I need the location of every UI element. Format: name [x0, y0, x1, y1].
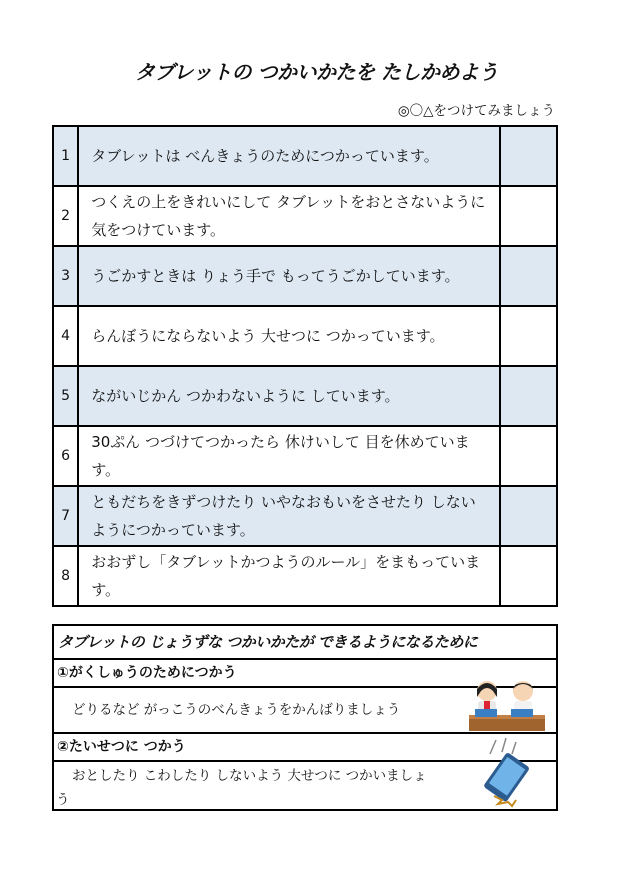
- row-text: 30ぷん つづけてつかったら 休けいして 目を休めています。: [78, 426, 500, 486]
- mark-cell[interactable]: [500, 366, 557, 426]
- row-number: 4: [53, 306, 78, 366]
- row-text: ながいじかん つかわないように しています。: [78, 366, 500, 426]
- row-text: タブレットは べんきょうのためにつかっています。: [78, 126, 500, 186]
- mark-cell[interactable]: [500, 546, 557, 606]
- table-row: [53, 246, 557, 306]
- row-number: 8: [53, 546, 78, 606]
- row-number: 3: [53, 246, 78, 306]
- falling-tablet-icon: [476, 738, 536, 808]
- table-row: [53, 486, 557, 546]
- row-number: 2: [53, 186, 78, 246]
- row-text: つくえの上をきれいにして タブレットをおとさないように 気をつけています。: [78, 186, 500, 246]
- row-number: 1: [53, 126, 78, 186]
- section2-text: おとしたり こわしたり しないよう 大せつに つかいましょう: [56, 768, 427, 808]
- table-row: [53, 366, 557, 426]
- table-row: [53, 306, 557, 366]
- mark-cell[interactable]: [500, 126, 557, 186]
- page-title: タブレットの つかいかたを たしかめよう: [135, 60, 498, 84]
- mark-cell[interactable]: [500, 246, 557, 306]
- table-row: [53, 126, 557, 186]
- checklist-table: [52, 125, 558, 607]
- row-number: 6: [53, 426, 78, 486]
- mark-cell[interactable]: [500, 426, 557, 486]
- row-number: 7: [53, 486, 78, 546]
- section2-heading: ②たいせつに つかう: [54, 734, 556, 762]
- mark-cell[interactable]: [500, 186, 557, 246]
- row-text: うごかすときは りょう手で もってうごかしています。: [78, 246, 500, 306]
- guide-title: タブレットの じょうずな つかいかたが できるようになるために: [54, 626, 556, 660]
- row-text: おおずし「タブレットかつようのルール」をまもっています。: [78, 546, 500, 606]
- mark-cell[interactable]: [500, 486, 557, 546]
- students-illustration: [467, 677, 547, 733]
- table-row: [53, 426, 557, 486]
- instruction-text: ◎〇△をつけてみましょう: [397, 103, 555, 119]
- table-row: [53, 546, 557, 606]
- row-text: ともだちをきずつけたり いやなおもいをさせたり しないようにつかっています。: [78, 486, 500, 546]
- row-text: らんぼうにならないよう 大せつに つかっています。: [78, 306, 500, 366]
- section1-heading: ①がくしゅうのためにつかう: [54, 660, 556, 688]
- table-row: [53, 186, 557, 246]
- section1-text: どりるなど がっこうのべんきょうをかんばりましょう: [54, 688, 556, 734]
- row-number: 5: [53, 366, 78, 426]
- mark-cell[interactable]: [500, 306, 557, 366]
